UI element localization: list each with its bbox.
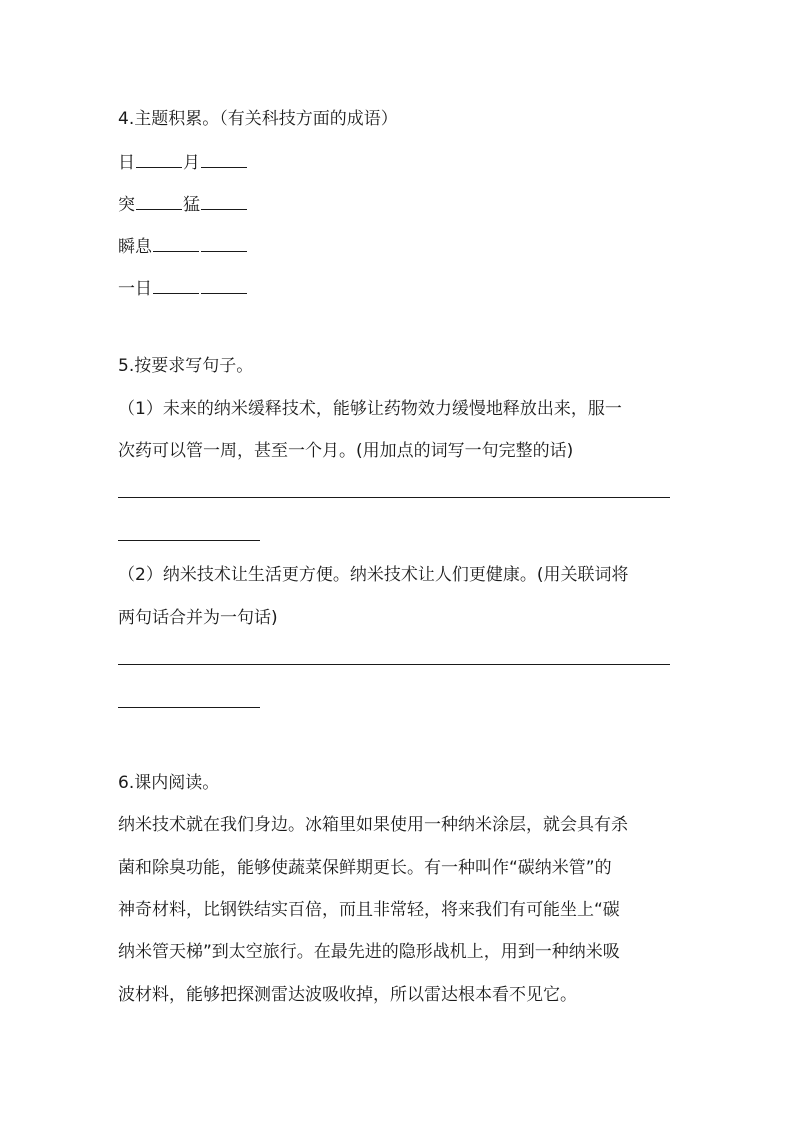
section5-title: 5.按要求写句子。: [118, 356, 254, 376]
q2-line1: （2）纳米技术让生活更方便。纳米技术让人们更健康。(用关联词将: [118, 565, 629, 585]
idiom-part: 瞬息: [118, 237, 152, 257]
passage-line: 菌和除臭功能，能够使蔬菜保鲜期更长。有一种叫作“碳纳米管”的: [118, 858, 612, 878]
passage-line: 波材料，能够把探测雷达波吸收掉，所以雷达根本看不见它。: [118, 985, 577, 1005]
idiom-part: 突: [118, 195, 135, 215]
passage-line: 纳米管天梯”到太空旅行。在最先进的隐形战机上，用到一种纳米吸: [118, 942, 620, 962]
idiom-blank[interactable]: [153, 233, 199, 252]
passage-line: 纳米技术就在我们身边。冰箱里如果使用一种纳米涂层，就会具有杀: [118, 815, 628, 835]
q1-answer-line-2[interactable]: [118, 540, 260, 541]
idiom-row-1: [118, 149, 248, 175]
q2-answer-line-1[interactable]: [118, 664, 670, 665]
q2-answer-line-2[interactable]: [118, 707, 260, 708]
idiom-part: 猛: [183, 195, 200, 215]
idiom-part: 一日: [118, 279, 152, 299]
section6-title: 6.课内阅读。: [118, 773, 220, 793]
idiom-blank[interactable]: [136, 149, 182, 168]
idiom-blank[interactable]: [201, 233, 247, 252]
q1-line1: （1）未来的纳米缓释技术，能够让药物效力缓慢地释放出来，服一: [118, 399, 622, 419]
idiom-row-4: [118, 275, 248, 301]
idiom-blank[interactable]: [153, 275, 199, 294]
idiom-blank[interactable]: [201, 149, 247, 168]
section4-title: 4.主题积累。（有关科技方面的成语）: [118, 109, 398, 129]
passage-line: 神奇材料，比钢铁结实百倍，而且非常轻，将来我们有可能坐上“碳: [118, 900, 620, 920]
q1-answer-line-1[interactable]: [118, 497, 670, 498]
idiom-blank[interactable]: [136, 191, 182, 210]
idiom-part: 日: [118, 153, 135, 173]
idiom-blank[interactable]: [201, 275, 247, 294]
idiom-row-3: [118, 233, 248, 259]
q1-line2: 次药可以管一周，甚至一个月。(用加点的词写一句完整的话): [118, 441, 574, 461]
q2-line2: 两句话合并为一句话): [118, 608, 278, 628]
idiom-blank[interactable]: [201, 191, 247, 210]
idiom-part: 月: [183, 153, 200, 173]
idiom-row-2: [118, 191, 248, 217]
